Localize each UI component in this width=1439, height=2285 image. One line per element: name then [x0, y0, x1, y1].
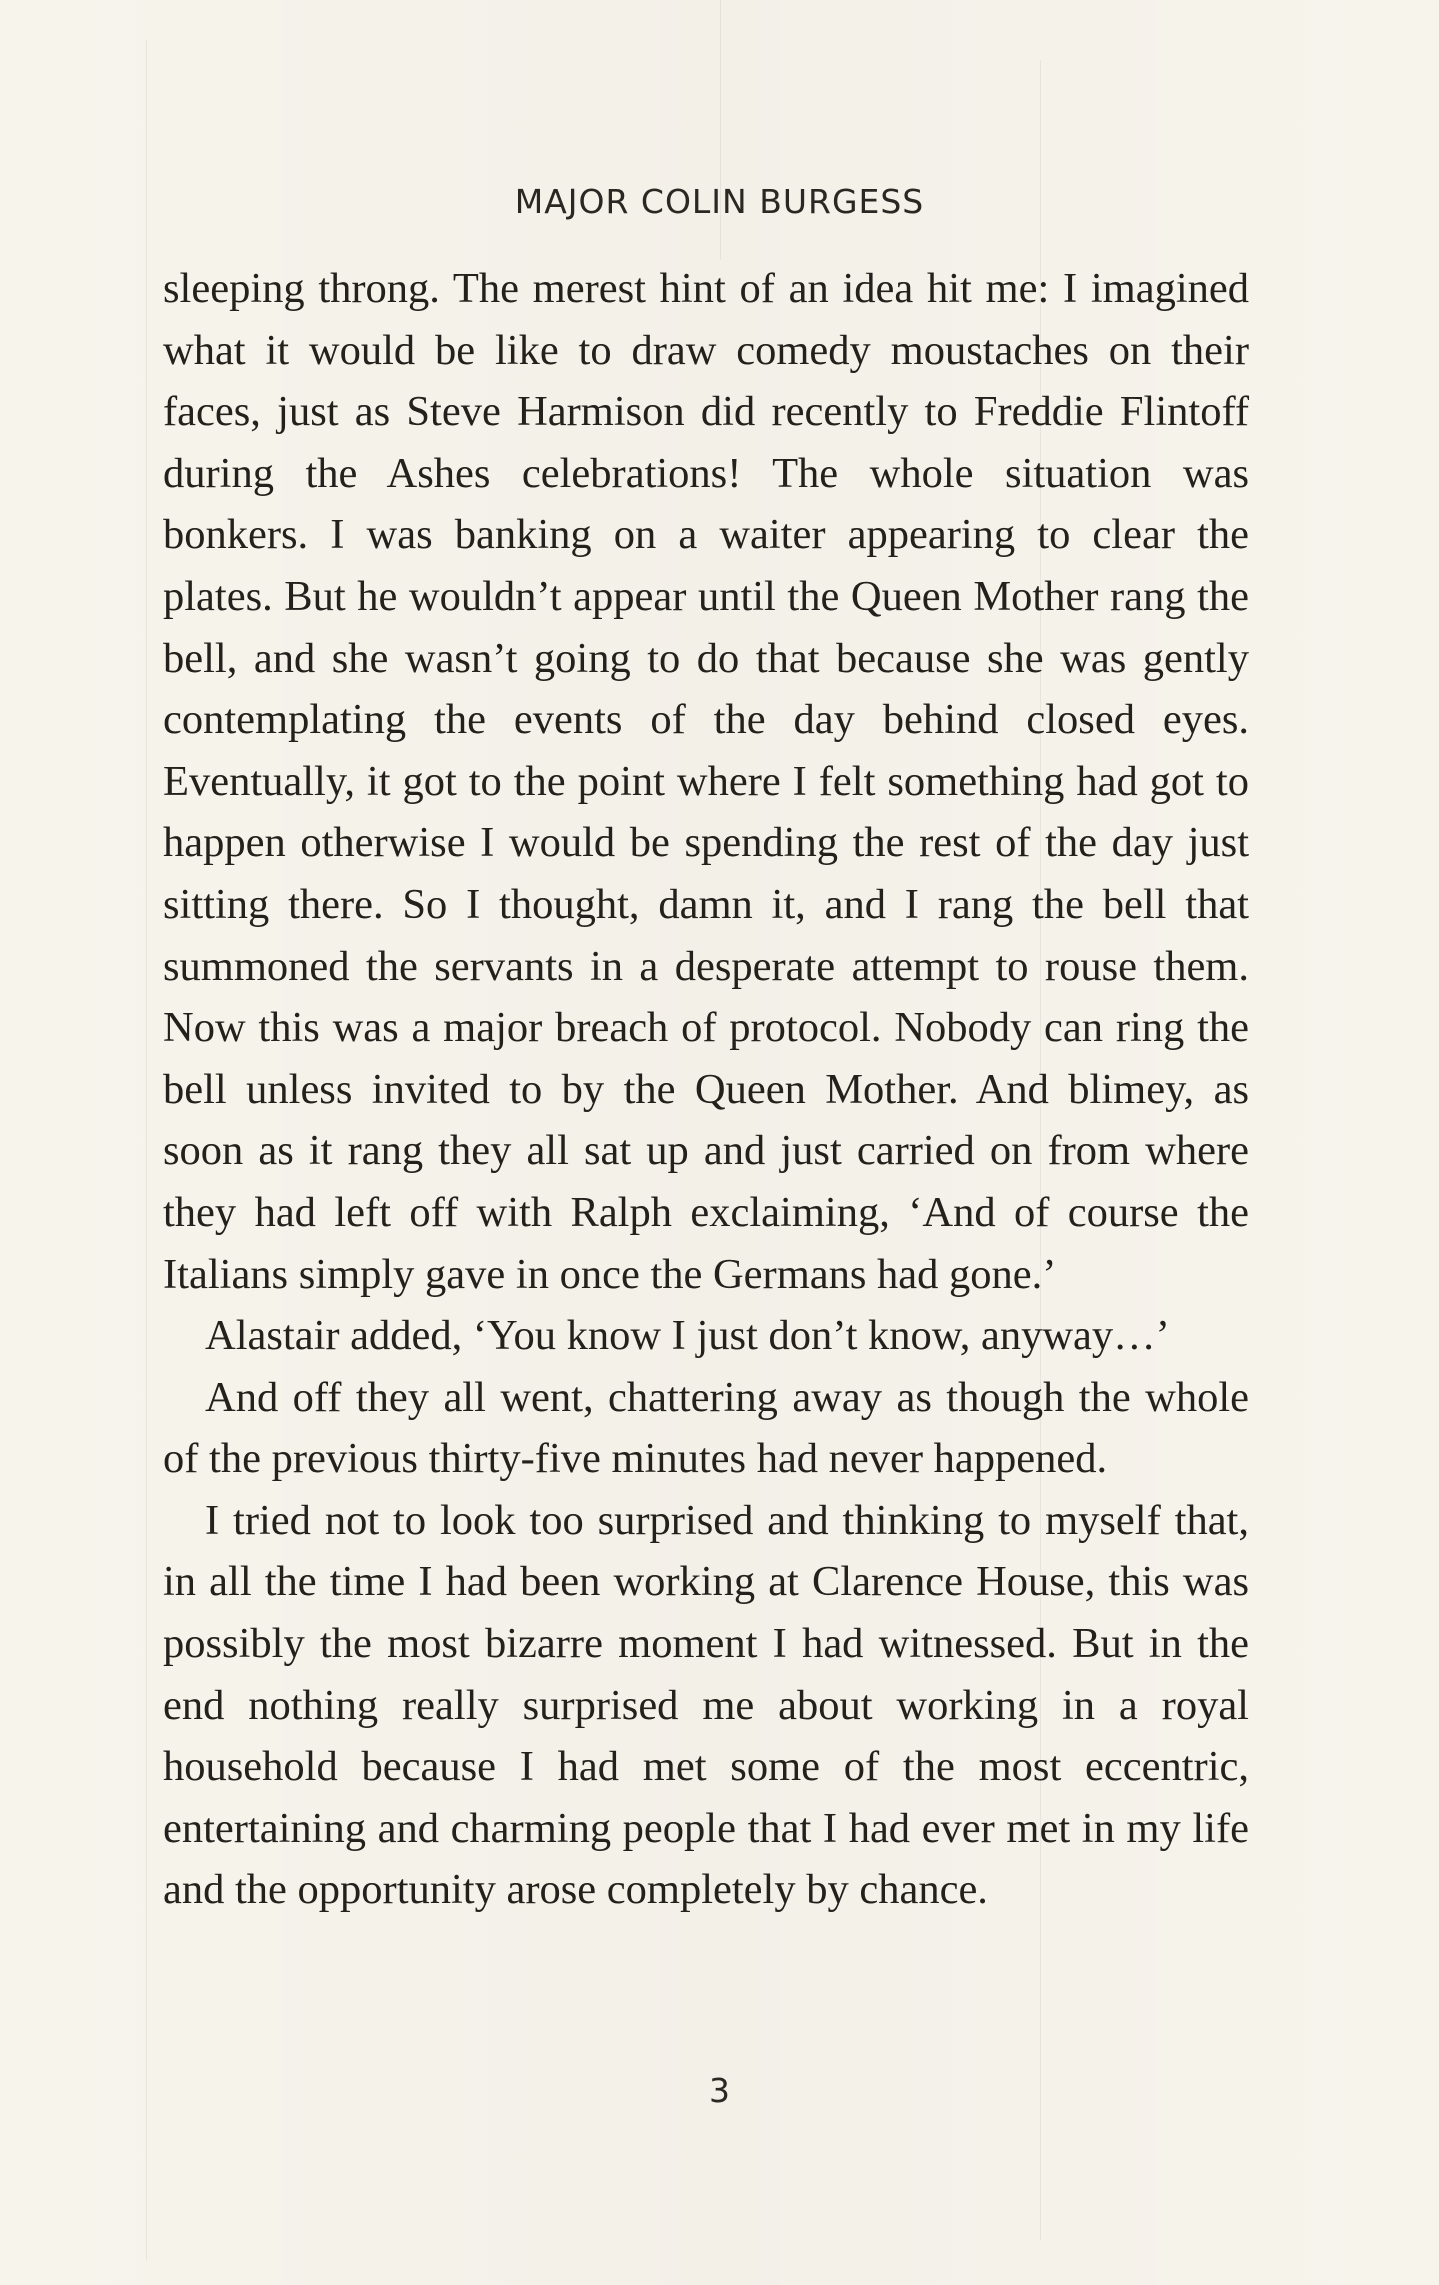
page-number: 3	[709, 2071, 730, 2110]
running-head: MAJOR COLIN BURGESS	[514, 182, 925, 221]
paragraph: And off they all went, chattering away as though the whole of the previous thirty-five minutes had never happened.	[163, 1373, 1249, 1483]
paragraph: sleeping throng. The merest hint of an idea hit me: I imagined what it would be like to draw comedy moustaches on their faces, just as Steve Harmison did recently to Freddie Flintoff during the Ashes celebrations! The whole situation was bonkers. I was banking on a waiter appearing to clear the plates. But he wouldn’t appear until the Queen Mother rang the bell, and she wasn’t going to do that because she was gently contemplating the events of the day behind closed eyes. Eventually, it got to the point where I felt something had got to happen otherwise I would be spending the rest of the day just sitting there. So I thought, damn it, and I rang the bell that summoned the servants in a desperate attempt to rouse them. Now this was a major breach of protocol. Nobody can ring the bell unless invited to by the Queen Mother. And blimey, as soon as it rang they all sat up and just carried on from where they had left off with Ralph exclaiming, ‘And of course the Italians simply gave in once the Germans had gone.’	[163, 265, 1249, 1298]
body-text	[163, 258, 1249, 1921]
paper-crease	[146, 40, 147, 2260]
paragraph: Alastair added, ‘You know I just don’t know, anyway…’	[205, 1312, 1170, 1360]
paragraph: I tried not to look too surprised and thinking to myself that, in all the time I had been working at Clarence House, this was possibly the most bizarre moment I had witnessed. But in the end nothing really surprised me about working in a royal household because I had met some of the most eccentric, entertaining and charming people that I had ever met in my life and the opportunity arose completely by chance.	[163, 1496, 1249, 1914]
paper-crease	[720, 0, 721, 260]
